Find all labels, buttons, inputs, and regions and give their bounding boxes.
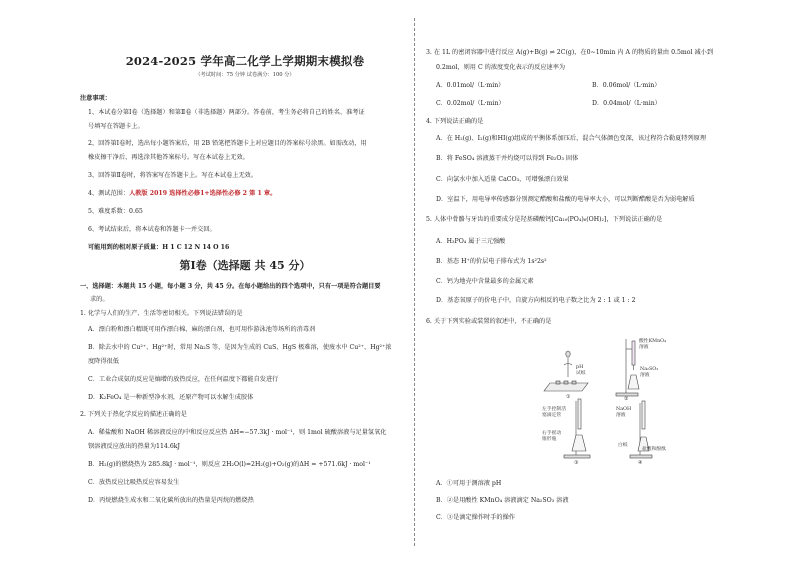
q1-option-d: D．K₂FeO₄ 是一种新型净水剂，还原产物可以水解生成胶体 bbox=[88, 394, 254, 401]
q3-stem-1: 3. 在 1L 的密闭容器中进行反应 A(g)+B(g) ⇌ 2C(g)，在0~10min 内 A 的物质的量由 0.5mol 减小到 bbox=[426, 49, 714, 56]
label-circle-2: ② bbox=[624, 397, 629, 402]
q1-option-b1: B．除去水中的 Cu²⁺、Hg²⁺时，常用 Na₂S 等，是因为生成的 CuS、HgS 极难溶，使废水中 Cu²⁺、Hg²⁺浓 bbox=[88, 344, 392, 351]
note-4 bbox=[88, 190, 418, 198]
q3-option-b: B．0.06mol/（L·min） bbox=[592, 82, 661, 89]
q5-option-b: B．基态 H⁺的价层电子排布式为 1s²2s² bbox=[436, 258, 547, 265]
q1-option-c: C．工业合成氨的反应是熵增的放热反应，在任何温度下都能自发进行 bbox=[88, 376, 279, 383]
note-4-prefix: 4、测试范围： bbox=[88, 190, 130, 197]
note-5: 5、难度系数：0.65 bbox=[88, 208, 143, 215]
q4-option-b: B．将 FeSO₄ 溶液蒸干并灼烧可以得到 Fe₂O₃ 固体 bbox=[436, 155, 579, 162]
q1-stem: 1. 化学与人们的生产、生活等密切相关。下列说法错误的是 bbox=[80, 310, 243, 317]
q2-option-c: C．放热反应比吸热反应容易发生 bbox=[88, 479, 180, 486]
label-kmno4: 酸性KMnO₄ bbox=[639, 339, 667, 344]
q1-option-b2: 度降得很低 bbox=[88, 358, 119, 365]
q2-option-a1: A．稀盐酸和 NaOH 稀溶液反应的中和反应反应热 ΔH=−57.3kJ · mol⁻¹，则 1mol 硫酸溶液与足量氢氧化 bbox=[88, 429, 387, 436]
label-na2so3: Na₂SO₃ bbox=[640, 367, 659, 372]
q3-stem-2: 0.2mol，则用 C 的浓度变化表示的反应速率为 bbox=[436, 64, 566, 71]
note-2a: 2、回答第Ⅰ卷时，选出每小题答案后，用 2B 铅笔把答题卡上对应题目的答案标号涂黑。如需改动，用 bbox=[88, 140, 367, 147]
label-circle-4: ④ bbox=[638, 461, 643, 466]
titration-stand-3 bbox=[564, 399, 590, 458]
label-circle-3: ③ bbox=[574, 461, 579, 466]
q2-stem: 2. 下列关于热化学反应的描述正确的是 bbox=[80, 411, 187, 418]
section-title: 第Ⅰ卷（选择题 共 45 分） bbox=[179, 259, 311, 272]
note-4-scope: 人教版 2019 选择性必修1+选择性必修 2 第 1 章。 bbox=[129, 190, 277, 197]
label-stopcock: 塞滴定管 bbox=[542, 413, 562, 418]
label-na2so3-solution: 溶液 bbox=[640, 373, 650, 378]
section-intro-b: 求的。 bbox=[90, 296, 109, 303]
label-naoh: NaOH bbox=[616, 407, 632, 412]
exam-info: （考试时间：75 分钟 试卷满分：100 分） bbox=[195, 72, 295, 78]
label-kmno4-solution: 溶液 bbox=[639, 345, 649, 350]
q3-option-d: D．0.04mol/（L·min） bbox=[592, 100, 661, 107]
q3-option-c: C．0.02mol/（L·min） bbox=[436, 100, 505, 107]
label-flask: 锥形瓶 bbox=[542, 437, 557, 442]
q3-option-a: A．0.01mol/（L·min） bbox=[436, 82, 505, 89]
q2-option-d: D．丙烷燃烧生成水和二氧化碳所放出的热量是丙烷的燃烧热 bbox=[88, 497, 254, 504]
q5-stem: 5. 人体中骨骼与牙齿的重要成分是羟基磷酸钙[Ca₁₀(PO₄)₆(OH)₂]，下列说法正确的是 bbox=[426, 216, 663, 223]
q5-option-a: A．H₃PO₄ 属于三元强酸 bbox=[436, 238, 506, 245]
q1-option-a: A．漂白粉和漂白精既可用作漂白棉、麻的漂白剂，也可用作游泳池等场所的消毒剂 bbox=[88, 326, 316, 333]
notes-heading: 注意事项： bbox=[80, 95, 111, 102]
atomic-masses: 可能用到的相对原子质量：H 1 C 12 N 14 O 16 bbox=[88, 244, 230, 251]
q6-option-a: A．①可用于测溶液 pH bbox=[436, 480, 502, 487]
q4-option-d: D．室温下，用电导率传感器分别测定醋酸和盐酸的电导率大小，可以判断醋酸是否为弱电解质 bbox=[436, 196, 695, 203]
exam-title: 2024-2025 学年高二化学上学期期末模拟卷 bbox=[125, 54, 365, 68]
label-white-paper: 白纸 bbox=[618, 443, 628, 448]
note-2b: 橡皮擦干净后，再选涂其他答案标号。写在本试卷上无效。 bbox=[88, 154, 249, 161]
section-intro-a: 一、选择题：本题共 15 小题，每小题 3 分，共 45 分。在每小题给出的四个选项中，只有一项是符合题目要 bbox=[80, 283, 381, 290]
note-1b: 号填写在答题卡上。 bbox=[88, 123, 144, 130]
label-ph: pH bbox=[576, 365, 584, 370]
q6-stem: 6. 关于下列实验或装置的叙述中，不正确的是 bbox=[426, 318, 552, 325]
note-6: 6、考试结束后，将本试卷和答题卡一并交回。 bbox=[88, 226, 216, 233]
q4-stem: 4. 下列说法正确的是 bbox=[426, 118, 484, 125]
q6-apparatus-figure bbox=[542, 337, 672, 471]
note-3: 3、回答第Ⅱ卷时，将答案写在答题卡上。写在本试卷上无效。 bbox=[88, 172, 258, 179]
q5-option-d: D．基态氧原子的价电子中，自旋方向相反的电子数之比为 2 : 1 或 1 : 2 bbox=[436, 297, 636, 304]
q4-option-a: A．在 H₂(g)、I₂(g)和HI(g)组成的平衡体系加压后，混合气体颜色变深，该过程符合勒夏特列原理 bbox=[436, 135, 707, 142]
label-circle-1: ① bbox=[566, 395, 571, 400]
label-ph-paper: 试纸 bbox=[576, 371, 586, 376]
q6-option-c: C．③是滴定操作时手的操作 bbox=[436, 514, 515, 521]
q2-option-a2: 钡溶液反应放出的热量为114.6kJ bbox=[88, 443, 181, 450]
q5-option-c: C．钙为地壳中含量最多的金属元素 bbox=[436, 278, 534, 285]
label-hcl-phenolphthalein: 盐酸和酚酞 bbox=[642, 447, 666, 452]
note-1a: 1、本试卷分第Ⅰ卷（选择题）和第Ⅱ卷（非选择题）两部分。答卷前，考生务必将自己的姓名、准考证 bbox=[88, 109, 365, 116]
label-naoh-solution: 溶液 bbox=[616, 413, 626, 418]
label-left-hand: 左手控制活 bbox=[542, 407, 566, 412]
label-right-hand: 右手摇动 bbox=[542, 431, 562, 436]
q4-option-c: C．向氯水中加入适量 CaCO₃，可增强漂白效果 bbox=[436, 176, 569, 183]
titration-stand-2 bbox=[616, 339, 639, 396]
q2-option-b: B．H₂(g)的燃烧热为 285.8kJ · mol⁻¹，则反应 2H₂O(l)=2H₂(g)+O₂(g)的ΔH = +571.6kJ · mol⁻¹ bbox=[88, 461, 371, 468]
q6-option-b: B．②是用酸性 KMnO₄ 溶液滴定 Na₂SO₃ 溶液 bbox=[436, 497, 569, 504]
